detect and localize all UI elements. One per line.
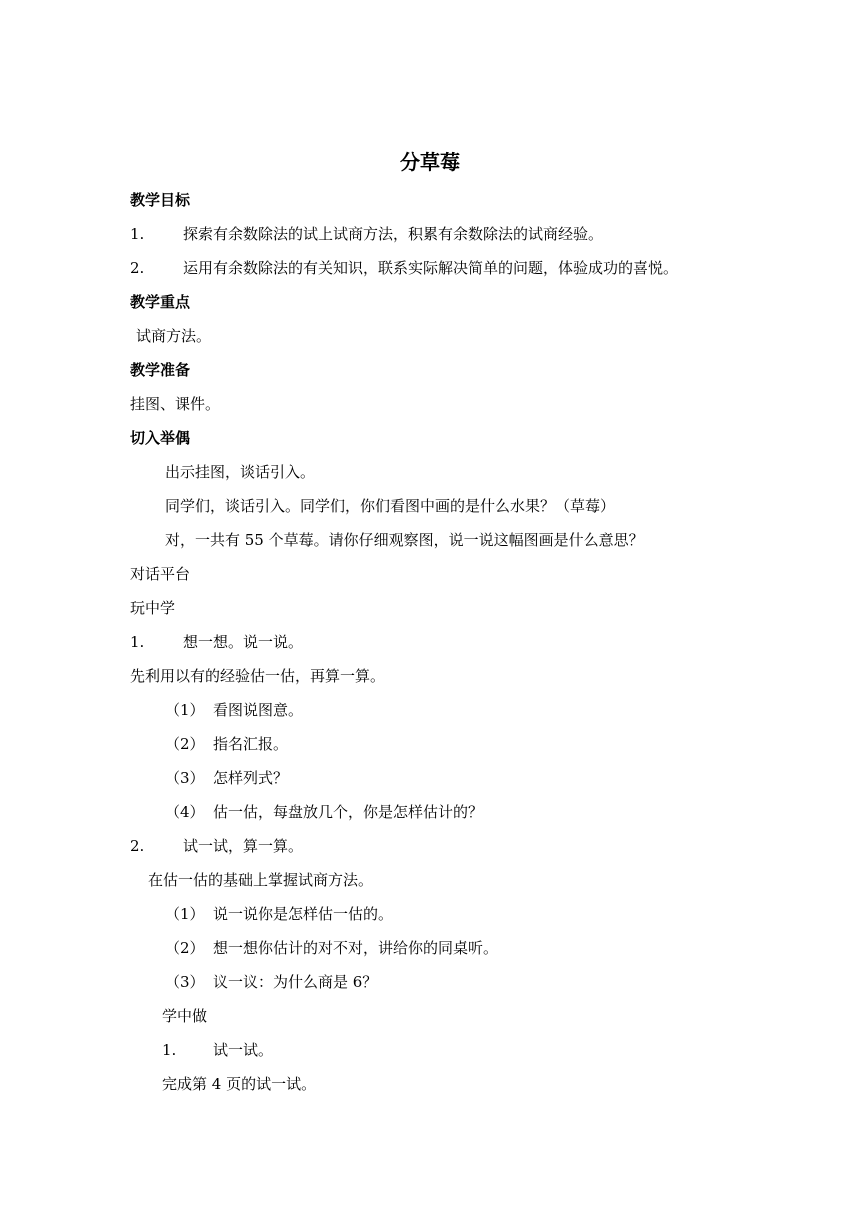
sub-item-text: 指名汇报。 (213, 735, 289, 753)
intro-line-2: 同学们，谈话引入。同学们，你们看图中画的是什么水果？（草莓） (165, 497, 616, 515)
play-learn-step-1 (130, 632, 304, 652)
step-number: 1. (162, 1041, 177, 1059)
play-learn-heading: 玩中学 (130, 599, 176, 617)
sub-item-number: （3） (165, 973, 205, 991)
play-learn-sub-item (165, 768, 289, 788)
learn-do-step-1-desc: 完成第 4 页的试一试。 (162, 1075, 317, 1093)
preparation-text: 挂图、课件。 (130, 395, 221, 413)
intro-line-1: 出示挂图，谈话引入。 (165, 463, 316, 481)
document-title: 分草莓 (400, 150, 460, 174)
key-points-heading: 教学重点 (130, 293, 191, 311)
step-text: 试一试，算一算。 (183, 837, 304, 855)
dialogue-platform-heading: 对话平台 (130, 565, 191, 583)
sub-item-number: （1） (165, 701, 205, 719)
play-learn-step-1-desc: 先利用以有的经验估一估，再算一算。 (130, 667, 386, 685)
play-learn-sub-item (165, 734, 289, 754)
play-learn-sub-item (165, 802, 484, 822)
objective-number: 2. (130, 259, 145, 277)
play-learn-sub-item (165, 904, 394, 924)
objective-text: 探索有余数除法的试上试商方法，积累有余数除法的试商经验。 (183, 225, 604, 243)
sub-item-text: 说一说你是怎样估一估的。 (213, 905, 394, 923)
intro-heading: 切入举偶 (130, 429, 191, 447)
preparation-heading: 教学准备 (130, 361, 191, 379)
key-points-text: 试商方法。 (136, 327, 212, 345)
play-learn-step-2 (130, 836, 304, 856)
sub-item-text: 想一想你估计的对不对，讲给你的同桌听。 (213, 939, 499, 957)
objectives-heading: 教学目标 (130, 191, 191, 209)
sub-item-text: 怎样列式？ (213, 769, 289, 787)
play-learn-sub-item (165, 972, 378, 992)
sub-item-text: 看图说图意。 (213, 701, 304, 719)
sub-item-number: （4） (165, 803, 205, 821)
sub-item-text: 估一估，每盘放几个，你是怎样估计的？ (213, 803, 484, 821)
play-learn-sub-item (165, 938, 499, 958)
objective-item-2 (130, 258, 679, 278)
objective-number: 1. (130, 225, 145, 243)
sub-item-number: （2） (165, 735, 205, 753)
intro-line-3: 对，一共有 55 个草莓。请你仔细观察图，说一说这幅图画是什么意思？ (165, 531, 644, 549)
step-text: 试一试。 (213, 1041, 274, 1059)
step-number: 2. (130, 837, 145, 855)
sub-item-text: 议一议：为什么商是 6？ (213, 973, 378, 991)
sub-item-number: （1） (165, 905, 205, 923)
step-number: 1. (130, 633, 145, 651)
objective-item-1 (130, 224, 604, 244)
objective-text: 运用有余数除法的有关知识，联系实际解决简单的问题，体验成功的喜悦。 (183, 259, 679, 277)
learn-do-heading: 学中做 (162, 1007, 208, 1025)
learn-do-step-1 (162, 1040, 274, 1060)
play-learn-sub-item (165, 700, 304, 720)
sub-item-number: （3） (165, 769, 205, 787)
sub-item-number: （2） (165, 939, 205, 957)
step-text: 想一想。说一说。 (183, 633, 304, 651)
play-learn-step-2-desc: 在估一估的基础上掌握试商方法。 (148, 871, 374, 889)
